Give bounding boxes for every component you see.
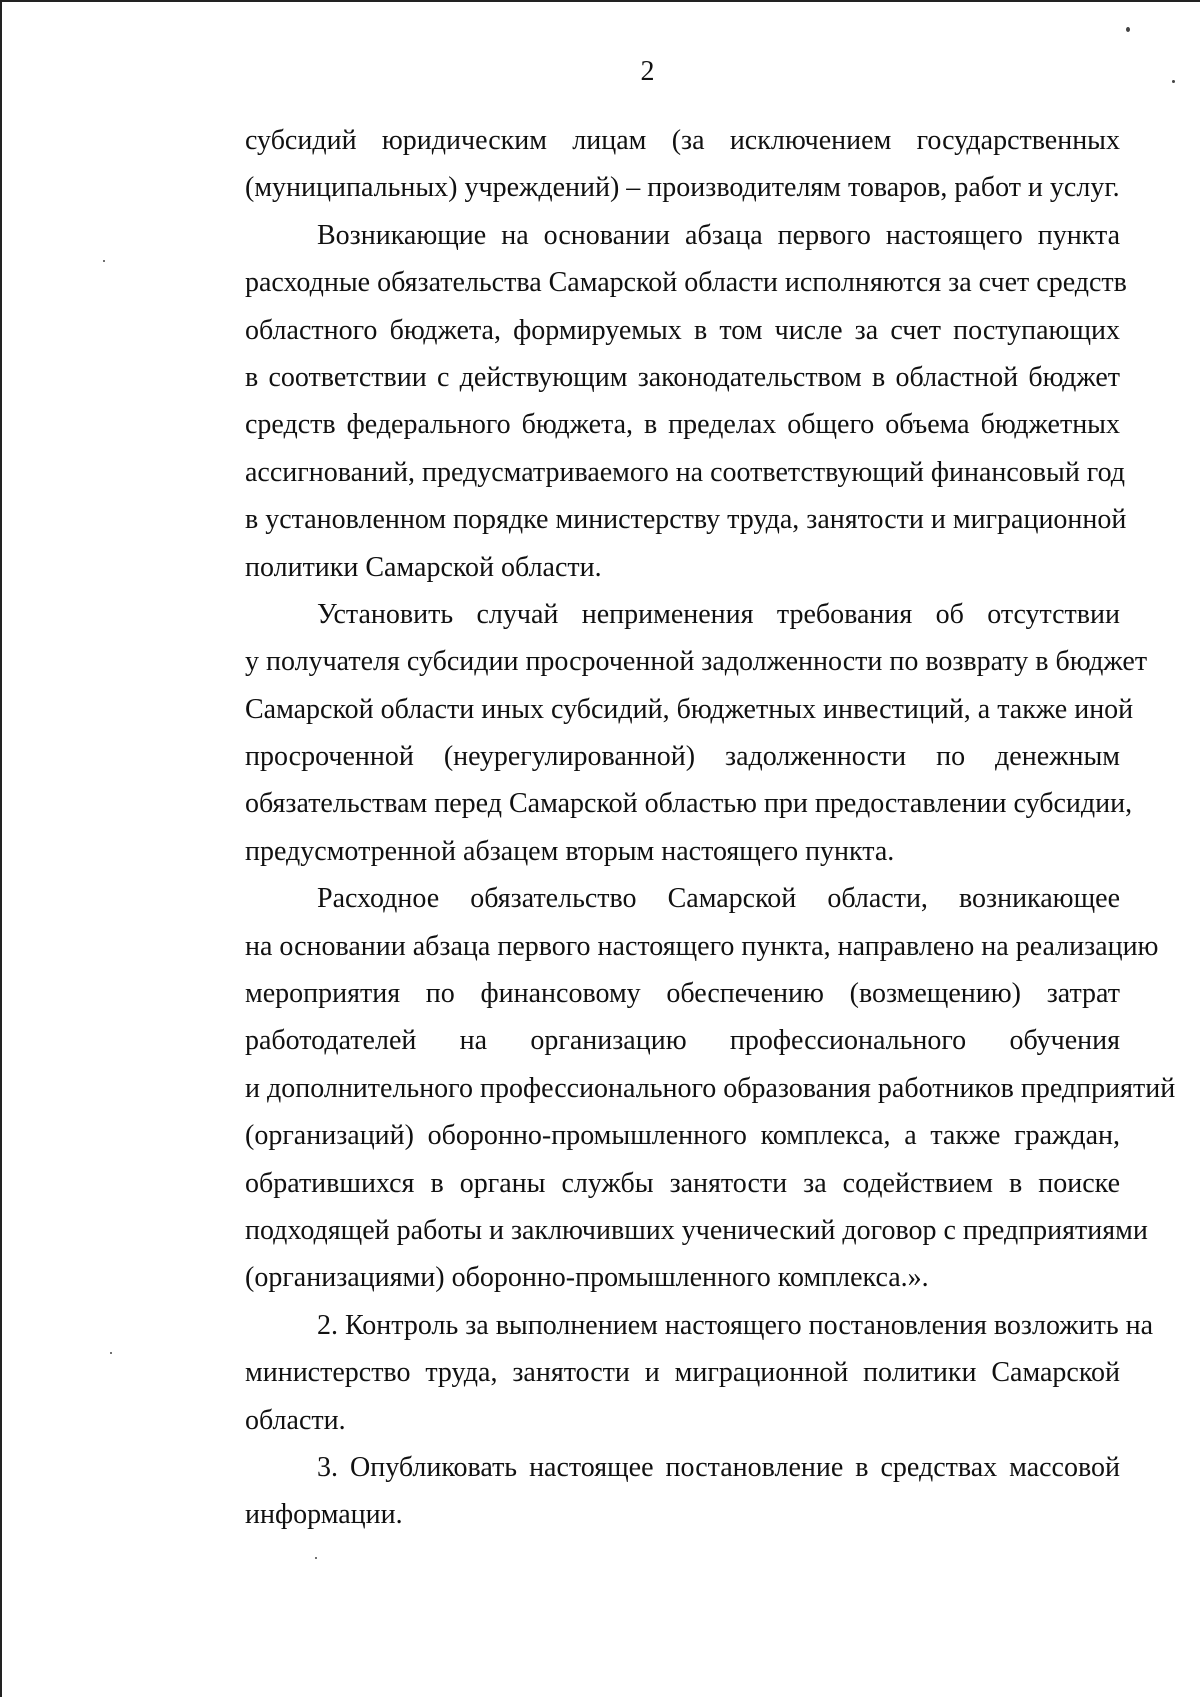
text-line: информации. xyxy=(245,1499,403,1531)
text-line: 3. Опубликовать настоящее постановление в средствах массовой xyxy=(317,1451,1120,1483)
text-line: министерство труда, занятости и миграционной политики Самарской xyxy=(245,1357,1120,1389)
text-line: у получателя субсидии просроченной задолженности по возврату в бюджет xyxy=(245,646,1148,678)
text-line: средств федерального бюджета, в пределах общего объема бюджетных xyxy=(245,409,1120,441)
scan-speck xyxy=(1126,27,1130,32)
text-line: просроченной (неурегулированной) задолженности по денежным xyxy=(245,741,1120,773)
text-line: областного бюджета, формируемых в том числе за счет поступающих xyxy=(245,314,1120,346)
text-line: мероприятия по финансовому обеспечению (возмещению) затрат xyxy=(245,978,1120,1010)
scan-speck xyxy=(315,1557,317,1559)
text-line: (муниципальных) учреждений) – производителям товаров, работ и услуг. xyxy=(245,172,1120,204)
text-line: (организациями) оборонно-промышленного комплекса.». xyxy=(245,1262,929,1294)
paragraph xyxy=(173,591,1148,875)
paragraph xyxy=(173,1302,1153,1444)
text-line: предусмотренной абзацем вторым настоящего пункта. xyxy=(245,835,895,867)
scan-speck xyxy=(1172,80,1175,83)
text-line: и дополнительного профессионального образования работников предприятий xyxy=(245,1072,1176,1104)
scan-top-edge xyxy=(0,0,1200,2)
text-line: 2. Контроль за выполнением настоящего постановления возложить на xyxy=(317,1309,1153,1341)
page-number: 2 xyxy=(640,56,655,87)
scan-left-edge xyxy=(0,0,2,1697)
paragraph xyxy=(173,117,1120,212)
text-line: Расходное обязательство Самарской области, возникающее xyxy=(317,883,1120,915)
text-line: в соответствии с действующим законодательством в областной бюджет xyxy=(245,361,1120,393)
text-line: обратившихся в органы службы занятости за содействием в поиске xyxy=(245,1167,1120,1199)
scan-speck xyxy=(110,1352,112,1354)
text-line: области. xyxy=(245,1404,346,1436)
text-line: на основании абзаца первого настоящего пункта, направлено на реализацию xyxy=(245,930,1159,962)
text-line: работодателей на организацию профессионального обучения xyxy=(245,1025,1120,1057)
text-line: политики Самарской области. xyxy=(245,551,602,583)
text-line: расходные обязательства Самарской области исполняются за счет средств xyxy=(245,267,1127,299)
scan-speck xyxy=(103,260,105,262)
paragraph xyxy=(173,212,1127,591)
text-line: в установленном порядке министерству труда, занятости и миграционной xyxy=(245,504,1127,536)
text-line: подходящей работы и заключивших ученический договор с предприятиями xyxy=(245,1214,1148,1246)
text-line: Самарской области иных субсидий, бюджетных инвестиций, а также иной xyxy=(245,693,1134,725)
paragraph xyxy=(173,875,1176,1302)
text-line: субсидий юридическим лицам (за исключением государственных xyxy=(245,125,1120,156)
text-line: Возникающие на основании абзаца первого настоящего пункта xyxy=(317,219,1120,251)
document-body xyxy=(173,117,1176,1539)
text-line: обязательствам перед Самарской областью при предоставлении субсидии, xyxy=(245,788,1133,820)
text-line: (организаций) оборонно-промышленного комплекса, а также граждан, xyxy=(245,1120,1120,1152)
paragraph xyxy=(173,1444,1120,1539)
text-line: Установить случай неприменения требования об отсутствии xyxy=(317,598,1120,630)
text-line: ассигнований, предусматриваемого на соответствующий финансовый год xyxy=(245,456,1126,488)
